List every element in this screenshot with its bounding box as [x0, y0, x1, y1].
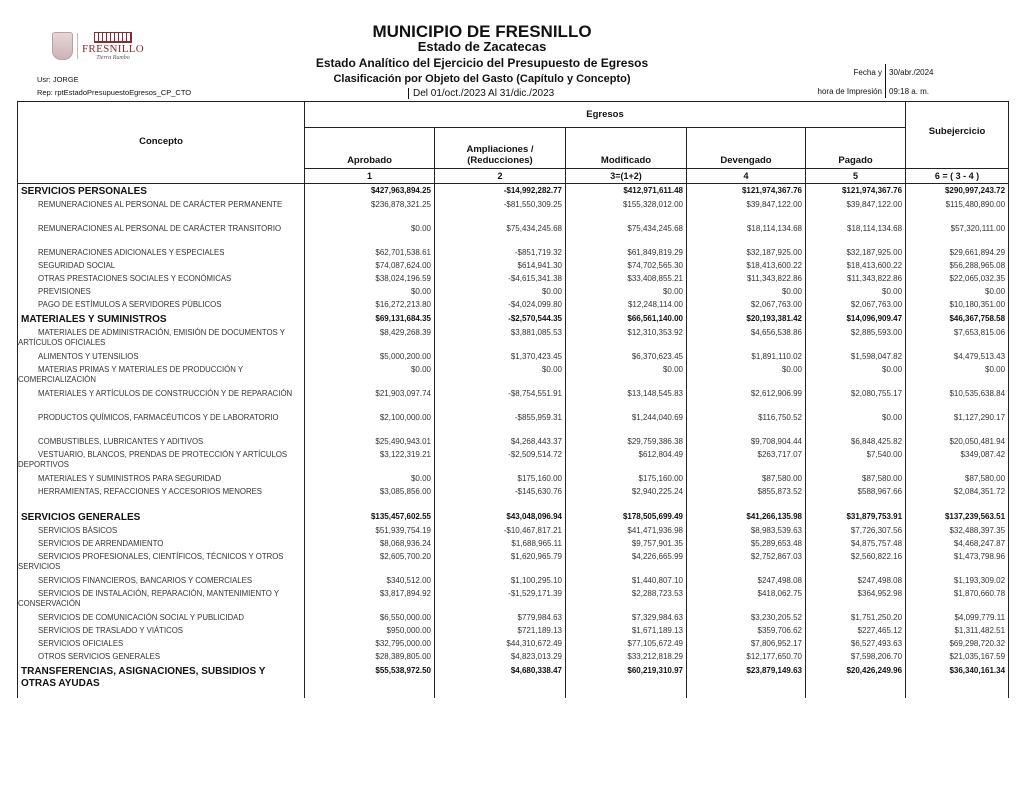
modificado-cell: $2,940,225.24	[566, 486, 687, 510]
aprobado-cell: $2,605,700.20	[305, 551, 435, 575]
aprobado-cell: $55,538,972.50	[305, 664, 435, 690]
column-number-5: 5	[806, 169, 906, 184]
ampliaciones-cell: $614,941.30	[435, 260, 566, 273]
pagado-cell: $121,974,367.76	[806, 184, 906, 200]
pagado-cell: $247,498.08	[806, 575, 906, 588]
concept-cell: SERVICIOS DE COMUNICACIÓN SOCIAL Y PUBLICIDAD	[18, 612, 305, 625]
table-row	[18, 625, 1009, 638]
report-period: Del 01/oct./2023 Al 31/dic./2023	[408, 88, 554, 99]
modificado-cell: $33,408,855.21	[566, 273, 687, 286]
pagado-cell: $11,343,822.86	[806, 273, 906, 286]
table-row	[18, 538, 1009, 551]
table-row	[18, 651, 1009, 664]
modificado-cell: $0.00	[566, 364, 687, 388]
concept-cell: HERRAMIENTAS, REFACCIONES Y ACCESORIOS MENORES	[18, 486, 305, 510]
subejercicio-cell: $290,997,243.72	[906, 184, 1009, 200]
category-row	[18, 510, 1009, 525]
modificado-cell: $29,759,386.38	[566, 436, 687, 449]
column-header-devengado: Devengado	[687, 128, 806, 169]
subejercicio-cell: $7,653,815.06	[906, 327, 1009, 351]
aprobado-cell: $2,100,000.00	[305, 412, 435, 436]
empty-cell	[18, 690, 305, 698]
table-row	[18, 327, 1009, 351]
table-row	[18, 299, 1009, 312]
modificado-cell: $1,671,189.13	[566, 625, 687, 638]
aprobado-cell: $69,131,684.35	[305, 312, 435, 327]
aprobado-cell: $0.00	[305, 223, 435, 247]
category-row	[18, 312, 1009, 327]
pagado-cell: $20,426,249.96	[806, 664, 906, 690]
subejercicio-cell: $56,288,965.08	[906, 260, 1009, 273]
table-row	[18, 486, 1009, 510]
devengado-cell: $11,343,822.86	[687, 273, 806, 286]
concept-cell: TRANSFERENCIAS, ASIGNACIONES, SUBSIDIOS Y OTRAS AYUDAS	[18, 664, 305, 690]
pagado-cell: $31,879,753.91	[806, 510, 906, 525]
pagado-cell: $2,080,755.17	[806, 388, 906, 412]
concept-cell: ALIMENTOS Y UTENSILIOS	[18, 351, 305, 364]
concept-cell: MATERIAS PRIMAS Y MATERIALES DE PRODUCCIÓN Y COMERCIALIZACIÓN	[18, 364, 305, 388]
subejercicio-cell: $137,239,563.51	[906, 510, 1009, 525]
category-row	[18, 184, 1009, 200]
ampliaciones-cell: -$4,024,099.80	[435, 299, 566, 312]
pagado-cell: $2,885,593.00	[806, 327, 906, 351]
concept-cell: SEGURIDAD SOCIAL	[18, 260, 305, 273]
ampliaciones-cell: -$2,509,514.72	[435, 449, 566, 473]
budget-table	[17, 101, 1009, 698]
concept-cell: SERVICIOS DE ARRENDAMIENTO	[18, 538, 305, 551]
subejercicio-cell: $22,065,032.35	[906, 273, 1009, 286]
brand-name: FRESNILLO	[82, 42, 144, 55]
pagado-cell: $32,187,925.00	[806, 247, 906, 260]
devengado-cell: $20,193,381.42	[687, 312, 806, 327]
table-row	[18, 199, 1009, 223]
pagado-cell: $588,967.66	[806, 486, 906, 510]
date-divider	[885, 64, 886, 98]
table-row	[18, 388, 1009, 412]
devengado-cell: $3,230,205.52	[687, 612, 806, 625]
ampliaciones-cell: $0.00	[435, 364, 566, 388]
table-row	[18, 412, 1009, 436]
subejercicio-cell: $21,035,167.59	[906, 651, 1009, 664]
column-number-4: 4	[687, 169, 806, 184]
subejercicio-cell: $69,298,720.32	[906, 638, 1009, 651]
pagado-cell: $39,847,122.00	[806, 199, 906, 223]
pagado-cell: $0.00	[806, 412, 906, 436]
devengado-cell: $12,177,650.70	[687, 651, 806, 664]
table-row	[18, 612, 1009, 625]
aprobado-cell: $0.00	[305, 473, 435, 486]
pagado-cell: $7,726,307.56	[806, 525, 906, 538]
devengado-cell: $121,974,367.76	[687, 184, 806, 200]
concept-cell: COMBUSTIBLES, LUBRICANTES Y ADITIVOS	[18, 436, 305, 449]
subejercicio-cell: $0.00	[906, 286, 1009, 299]
devengado-cell: $2,612,906.99	[687, 388, 806, 412]
aprobado-cell: $3,085,856.00	[305, 486, 435, 510]
empty-cell	[687, 690, 806, 698]
table-row	[18, 638, 1009, 651]
subejercicio-cell: $115,480,890.00	[906, 199, 1009, 223]
subejercicio-cell: $20,050,481.94	[906, 436, 1009, 449]
modificado-cell: $6,370,623.45	[566, 351, 687, 364]
devengado-cell: $263,717.07	[687, 449, 806, 473]
devengado-cell: $0.00	[687, 286, 806, 299]
group-header-egresos: Egresos	[305, 102, 906, 128]
devengado-cell: $0.00	[687, 364, 806, 388]
brand-motto: Tierra Rumbo	[96, 54, 130, 61]
concept-cell: SERVICIOS PERSONALES	[18, 184, 305, 200]
table-row	[18, 436, 1009, 449]
page-title: MUNICIPIO DE FRESNILLO	[372, 22, 592, 41]
devengado-cell: $32,187,925.00	[687, 247, 806, 260]
pagado-cell: $0.00	[806, 286, 906, 299]
devengado-cell: $8,983,539.63	[687, 525, 806, 538]
concept-cell: MATERIALES Y SUMINISTROS	[18, 312, 305, 327]
modificado-cell: $12,310,353.92	[566, 327, 687, 351]
pagado-cell: $6,848,425.82	[806, 436, 906, 449]
ampliaciones-cell: -$10,467,817.21	[435, 525, 566, 538]
category-row	[18, 664, 1009, 690]
empty-cell	[566, 690, 687, 698]
empty-cell	[435, 690, 566, 698]
pagado-cell: $18,413,600.22	[806, 260, 906, 273]
ampliaciones-cell: $1,620,965.79	[435, 551, 566, 575]
modificado-cell: $612,804.49	[566, 449, 687, 473]
ampliaciones-cell: $75,434,245.68	[435, 223, 566, 247]
devengado-cell: $2,067,763.00	[687, 299, 806, 312]
concept-cell: VESTUARIO, BLANCOS, PRENDAS DE PROTECCIÓN Y ARTÍCULOS DEPORTIVOS	[18, 449, 305, 473]
print-date-label: Fecha y	[853, 68, 882, 77]
table-row	[18, 575, 1009, 588]
aprobado-cell: $0.00	[305, 286, 435, 299]
ampliaciones-cell: $43,048,096.94	[435, 510, 566, 525]
devengado-cell: $2,752,867.03	[687, 551, 806, 575]
devengado-cell: $359,706.62	[687, 625, 806, 638]
subejercicio-cell: $4,479,513.43	[906, 351, 1009, 364]
report-id: Rep: rptEstadoPresupuestoEgresos_CP_CTO	[37, 88, 192, 97]
aprobado-cell: $28,389,805.00	[305, 651, 435, 664]
subejercicio-cell: $1,127,290.17	[906, 412, 1009, 436]
column-number-1: 1	[305, 169, 435, 184]
ampliaciones-cell: -$8,754,551.91	[435, 388, 566, 412]
ampliaciones-cell: -$851,719.32	[435, 247, 566, 260]
empty-cell	[806, 690, 906, 698]
ampliaciones-cell: $0.00	[435, 286, 566, 299]
ampliaciones-cell: -$2,570,544.35	[435, 312, 566, 327]
concept-cell: SERVICIOS DE INSTALACIÓN, REPARACIÓN, MANTENIMIENTO Y CONSERVACIÓN	[18, 588, 305, 612]
table-row	[18, 273, 1009, 286]
column-header-concepto: Concepto	[18, 102, 305, 184]
concept-cell: MATERIALES Y ARTÍCULOS DE CONSTRUCCIÓN Y DE REPARACIÓN	[18, 388, 305, 412]
modificado-cell: $66,561,140.00	[566, 312, 687, 327]
ampliaciones-cell: $721,189.13	[435, 625, 566, 638]
concept-cell: MATERIALES Y SUMINISTROS PARA SEGURIDAD	[18, 473, 305, 486]
subejercicio-cell: $0.00	[906, 364, 1009, 388]
devengado-cell: $418,062.75	[687, 588, 806, 612]
column-number-2: 2	[435, 169, 566, 184]
aprobado-cell: $16,272,213.80	[305, 299, 435, 312]
table-row	[18, 364, 1009, 388]
ampliaciones-cell: $4,823,013.29	[435, 651, 566, 664]
ampliaciones-cell: -$1,529,171.39	[435, 588, 566, 612]
ampliaciones-cell: -$855,959.31	[435, 412, 566, 436]
devengado-cell: $39,847,122.00	[687, 199, 806, 223]
devengado-cell: $5,289,653.48	[687, 538, 806, 551]
subejercicio-cell: $349,087.42	[906, 449, 1009, 473]
aprobado-cell: $32,795,000.00	[305, 638, 435, 651]
concept-cell: PREVISIONES	[18, 286, 305, 299]
ampliaciones-cell: $1,100,295.10	[435, 575, 566, 588]
aprobado-cell: $74,087,624.00	[305, 260, 435, 273]
aprobado-cell: $51,939,754.19	[305, 525, 435, 538]
state-title: Estado de Zacatecas	[417, 39, 547, 54]
ampliaciones-cell: $4,268,443.37	[435, 436, 566, 449]
column-header-aprobado: Aprobado	[305, 128, 435, 169]
concept-cell: OTROS SERVICIOS GENERALES	[18, 651, 305, 664]
modificado-cell: $178,505,699.49	[566, 510, 687, 525]
subejercicio-cell: $87,580.00	[906, 473, 1009, 486]
user-label: Usr: JORGE	[37, 75, 79, 84]
subejercicio-cell: $1,193,309.02	[906, 575, 1009, 588]
modificado-cell: $1,440,807.10	[566, 575, 687, 588]
subejercicio-cell: $46,367,758.58	[906, 312, 1009, 327]
concept-cell: SERVICIOS BÁSICOS	[18, 525, 305, 538]
aprobado-cell: $8,068,936.24	[305, 538, 435, 551]
devengado-cell: $9,708,904.44	[687, 436, 806, 449]
pagado-cell: $14,096,909.47	[806, 312, 906, 327]
ampliaciones-cell: -$4,615,341.38	[435, 273, 566, 286]
pagado-cell: $6,527,493.63	[806, 638, 906, 651]
print-time-label: hora de Impresión	[817, 87, 882, 96]
table-row	[18, 223, 1009, 247]
concept-cell: SERVICIOS OFICIALES	[18, 638, 305, 651]
concept-cell: REMUNERACIONES ADICIONALES Y ESPECIALES	[18, 247, 305, 260]
table-row	[18, 260, 1009, 273]
modificado-cell: $75,434,245.68	[566, 223, 687, 247]
pagado-cell: $18,114,134.68	[806, 223, 906, 247]
aprobado-cell: $135,457,602.55	[305, 510, 435, 525]
modificado-cell: $4,226,665.99	[566, 551, 687, 575]
subejercicio-cell: $4,468,247.87	[906, 538, 1009, 551]
pagado-cell: $87,580.00	[806, 473, 906, 486]
pagado-cell: $2,067,763.00	[806, 299, 906, 312]
pagado-cell: $227,465.12	[806, 625, 906, 638]
pagado-cell: $4,875,757.48	[806, 538, 906, 551]
pagado-cell: $7,598,206.70	[806, 651, 906, 664]
column-number-6: 6 = ( 3 - 4 )	[906, 169, 1009, 184]
modificado-cell: $41,471,936.98	[566, 525, 687, 538]
concept-cell: SERVICIOS FINANCIEROS, BANCARIOS Y COMERCIALES	[18, 575, 305, 588]
modificado-cell: $175,160.00	[566, 473, 687, 486]
subejercicio-cell: $36,340,161.34	[906, 664, 1009, 690]
table-row	[18, 551, 1009, 575]
pagado-cell: $0.00	[806, 364, 906, 388]
column-header-modificado: Modificado	[566, 128, 687, 169]
subejercicio-cell: $57,320,111.00	[906, 223, 1009, 247]
aprobado-cell: $8,429,268.39	[305, 327, 435, 351]
classification-title: Clasificación por Objeto del Gasto (Capítulo y Concepto)	[333, 73, 631, 85]
empty-cell	[305, 690, 435, 698]
table-row	[18, 588, 1009, 612]
table-row	[18, 449, 1009, 473]
ampliaciones-cell: $44,310,672.49	[435, 638, 566, 651]
modificado-cell: $60,219,310.97	[566, 664, 687, 690]
concept-cell: OTRAS PRESTACIONES SOCIALES Y ECONÓMICAS	[18, 273, 305, 286]
aprobado-cell: $25,490,943.01	[305, 436, 435, 449]
devengado-cell: $247,498.08	[687, 575, 806, 588]
modificado-cell: $155,328,012.00	[566, 199, 687, 223]
devengado-cell: $1,891,110.02	[687, 351, 806, 364]
ampliaciones-cell: $4,680,338.47	[435, 664, 566, 690]
aprobado-cell: $5,000,200.00	[305, 351, 435, 364]
aprobado-cell: $0.00	[305, 364, 435, 388]
table-row	[18, 473, 1009, 486]
pagado-cell: $2,560,822.16	[806, 551, 906, 575]
modificado-cell: $77,105,672.49	[566, 638, 687, 651]
column-header-subejercicio: Subejercicio	[906, 102, 1009, 169]
aprobado-cell: $62,701,538.61	[305, 247, 435, 260]
modificado-cell: $12,248,114.00	[566, 299, 687, 312]
subejercicio-cell: $32,488,397.35	[906, 525, 1009, 538]
aprobado-cell: $38,024,196.59	[305, 273, 435, 286]
pagado-cell: $1,598,047.82	[806, 351, 906, 364]
aprobado-cell: $427,963,894.25	[305, 184, 435, 200]
table-row	[18, 351, 1009, 364]
devengado-cell: $116,750.52	[687, 412, 806, 436]
aprobado-cell: $236,878,321.25	[305, 199, 435, 223]
subejercicio-cell: $4,099,779.11	[906, 612, 1009, 625]
empty-cell	[906, 690, 1009, 698]
subejercicio-cell: $1,473,798.96	[906, 551, 1009, 575]
aprobado-cell: $3,122,319.21	[305, 449, 435, 473]
table-row	[18, 286, 1009, 299]
concept-cell: REMUNERACIONES AL PERSONAL DE CARÁCTER PERMANENTE	[18, 199, 305, 223]
devengado-cell: $4,656,538.86	[687, 327, 806, 351]
devengado-cell: $41,266,135.98	[687, 510, 806, 525]
column-header-pagado: Pagado	[806, 128, 906, 169]
concept-cell: SERVICIOS PROFESIONALES, CIENTÍFICOS, TÉCNICOS Y OTROS SERVICIOS	[18, 551, 305, 575]
modificado-cell: $13,148,545.83	[566, 388, 687, 412]
modificado-cell: $2,288,723.53	[566, 588, 687, 612]
concept-cell: SERVICIOS GENERALES	[18, 510, 305, 525]
devengado-cell: $7,806,952.17	[687, 638, 806, 651]
devengado-cell: $87,580.00	[687, 473, 806, 486]
ampliaciones-cell: -$14,992,282.77	[435, 184, 566, 200]
pagado-cell: $364,952.98	[806, 588, 906, 612]
subejercicio-cell: $1,870,660.78	[906, 588, 1009, 612]
table-tail	[18, 690, 1009, 698]
modificado-cell: $61,849,819.29	[566, 247, 687, 260]
aprobado-cell: $3,817,894.92	[305, 588, 435, 612]
modificado-cell: $74,702,565.30	[566, 260, 687, 273]
modificado-cell: $9,757,901.35	[566, 538, 687, 551]
concept-cell: SERVICIOS DE TRASLADO Y VIÁTICOS	[18, 625, 305, 638]
print-date-value: 30/abr./2024	[889, 68, 934, 77]
modificado-cell: $7,329,984.63	[566, 612, 687, 625]
ampliaciones-cell: $3,881,085.53	[435, 327, 566, 351]
modificado-cell: $33,212,818.29	[566, 651, 687, 664]
devengado-cell: $18,413,600.22	[687, 260, 806, 273]
ampliaciones-cell: $779,984.63	[435, 612, 566, 625]
concept-cell: REMUNERACIONES AL PERSONAL DE CARÁCTER TRANSITORIO	[18, 223, 305, 247]
column-header-ampliaciones: Ampliaciones / (Reducciones)	[435, 128, 566, 169]
devengado-cell: $18,114,134.68	[687, 223, 806, 247]
pagado-cell: $1,751,250.20	[806, 612, 906, 625]
ampliaciones-cell: $175,160.00	[435, 473, 566, 486]
concept-cell: MATERIALES DE ADMINISTRACIÓN, EMISIÓN DE DOCUMENTOS Y ARTÍCULOS OFICIALES	[18, 327, 305, 351]
print-time-value: 09:18 a. m.	[889, 87, 930, 96]
concept-cell: PAGO DE ESTÍMULOS A SERVIDORES PÚBLICOS	[18, 299, 305, 312]
subejercicio-cell: $2,084,351.72	[906, 486, 1009, 510]
subejercicio-cell: $10,180,351.00	[906, 299, 1009, 312]
subejercicio-cell: $1,311,482.51	[906, 625, 1009, 638]
aprobado-cell: $340,512.00	[305, 575, 435, 588]
table-row	[18, 525, 1009, 538]
subejercicio-cell: $10,535,638.84	[906, 388, 1009, 412]
devengado-cell: $23,879,149.63	[687, 664, 806, 690]
concept-cell: PRODUCTOS QUÍMICOS, FARMACÉUTICOS Y DE LABORATORIO	[18, 412, 305, 436]
aprobado-cell: $6,550,000.00	[305, 612, 435, 625]
ampliaciones-cell: $1,370,423.45	[435, 351, 566, 364]
aprobado-cell: $21,903,097.74	[305, 388, 435, 412]
ampliaciones-cell: -$81,550,309.25	[435, 199, 566, 223]
ampliaciones-cell: -$145,630.76	[435, 486, 566, 510]
modificado-cell: $412,971,611.48	[566, 184, 687, 200]
table-row	[18, 247, 1009, 260]
column-number-3: 3=(1+2)	[566, 169, 687, 184]
modificado-cell: $0.00	[566, 286, 687, 299]
aprobado-cell: $950,000.00	[305, 625, 435, 638]
pagado-cell: $7,540.00	[806, 449, 906, 473]
modificado-cell: $1,244,040.69	[566, 412, 687, 436]
subejercicio-cell: $29,661,894.29	[906, 247, 1009, 260]
ampliaciones-cell: $1,688,965.11	[435, 538, 566, 551]
report-title: Estado Analítico del Ejercicio del Presupuesto de Egresos	[315, 56, 649, 70]
devengado-cell: $855,873.52	[687, 486, 806, 510]
table-body	[18, 184, 1009, 699]
